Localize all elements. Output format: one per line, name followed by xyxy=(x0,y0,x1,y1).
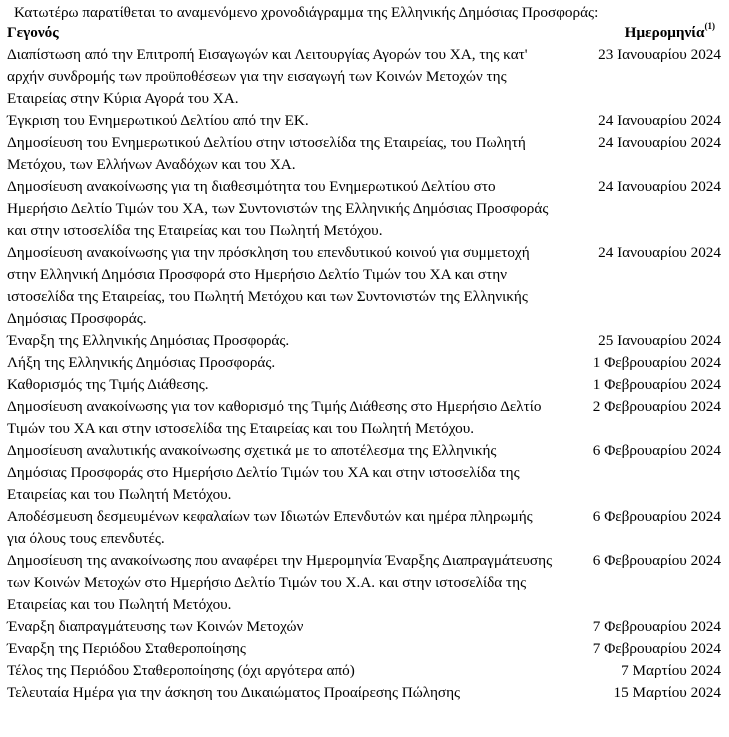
table-header xyxy=(7,22,721,44)
date-cell: 24 Ιανουαρίου 2024 xyxy=(598,112,721,129)
table-row xyxy=(7,440,721,506)
event-column-header: Γεγονός xyxy=(7,24,59,41)
table-row xyxy=(7,352,721,374)
date-cell: 6 Φεβρουαρίου 2024 xyxy=(592,552,721,569)
table-row xyxy=(7,616,721,638)
date-cell: 7 Μαρτίου 2024 xyxy=(621,662,721,679)
date-cell: 6 Φεβρουαρίου 2024 xyxy=(592,442,721,459)
event-cell: Έναρξη της Ελληνικής Δημόσιας Προσφοράς. xyxy=(7,332,290,349)
event-cell: Έναρξη διαπραγμάτευσης των Κοινών Μετοχών xyxy=(7,618,304,635)
event-cell: Δημοσίευση της ανακοίνωσης που αναφέρει την Ημερομηνία Έναρξης Διαπραγμάτευσης των Κοινών Μετοχών στο Ημερήσιο Δελτίο Τιμών του Χ.Α. και στην ιστοσελίδα της Εταιρείας και του Πωλητή Μετόχου. xyxy=(7,552,553,613)
date-cell: 23 Ιανουαρίου 2024 xyxy=(598,46,721,63)
table-row xyxy=(7,660,721,682)
date-cell: 2 Φεβρουαρίου 2024 xyxy=(592,398,721,415)
date-cell: 1 Φεβρουαρίου 2024 xyxy=(592,354,721,371)
date-cell: 7 Φεβρουαρίου 2024 xyxy=(592,640,721,657)
event-cell: Δημοσίευση ανακοίνωσης για τον καθορισμό της Τιμής Διάθεσης στο Ημερήσιο Δελτίο Τιμών του ΧΑ και στην ιστοσελίδα της Εταιρείας και του Πωλητή Μετόχου. xyxy=(7,398,542,437)
date-cell: 7 Φεβρουαρίου 2024 xyxy=(592,618,721,635)
table-row xyxy=(7,374,721,396)
date-cell: 24 Ιανουαρίου 2024 xyxy=(598,178,721,195)
date-header-footnote: (1) xyxy=(704,20,715,31)
event-cell: Δημοσίευση ανακοίνωσης για την πρόσκληση του επενδυτικού κοινού για συμμετοχή στην Ελληνική Δημόσια Προσφορά στο Ημερήσιο Δελτίο Τιμών του ΧΑ και στην ιστοσελίδα της Εταιρείας, του Πωλητή Μετόχου και των Συντονιστών της Ελληνικής Δημόσιας Προσφοράς. xyxy=(7,244,530,327)
intro-text: Κατωτέρω παρατίθεται το αναμενόμενο χρονοδιάγραμμα της Ελληνικής Δημόσιας Προσφοράς: xyxy=(14,4,599,21)
date-cell: 6 Φεβρουαρίου 2024 xyxy=(592,508,721,525)
event-cell: Δημοσίευση αναλυτικής ανακοίνωσης σχετικά με το αποτέλεσμα της Ελληνικής Δημόσιας Προσφοράς στο Ημερήσιο Δελτίο Τιμών του ΧΑ και στην ιστοσελίδα της Εταιρείας και του Πωλητή Μετόχου. xyxy=(7,442,520,503)
table-row xyxy=(7,176,721,242)
event-cell: Έγκριση του Ενημερωτικού Δελτίου από την ΕΚ. xyxy=(7,112,309,129)
date-header-label: Ημερομηνία xyxy=(624,24,705,41)
date-cell: 1 Φεβρουαρίου 2024 xyxy=(592,376,721,393)
event-cell: Λήξη της Ελληνικής Δημόσιας Προσφοράς. xyxy=(7,354,276,371)
table-row xyxy=(7,506,721,550)
timetable xyxy=(7,22,721,704)
table-row xyxy=(7,330,721,352)
table-row xyxy=(7,682,721,704)
event-cell: Τελευταία Ημέρα για την άσκηση του Δικαιώματος Προαίρεσης Πώλησης xyxy=(7,684,461,701)
event-cell: Έναρξη της Περιόδου Σταθεροποίησης xyxy=(7,640,246,657)
date-cell: 25 Ιανουαρίου 2024 xyxy=(598,332,721,349)
event-cell: Δημοσίευση του Ενημερωτικού Δελτίου στην ιστοσελίδα της Εταιρείας, του Πωλητή Μετόχου, των Ελλήνων Αναδόχων και του ΧΑ. xyxy=(7,134,526,173)
event-cell: Αποδέσμευση δεσμευμένων κεφαλαίων των Ιδιωτών Επενδυτών και ημέρα πληρωμής για όλους τους επενδυτές. xyxy=(7,508,533,547)
event-cell: Τέλος της Περιόδου Σταθεροποίησης (όχι αργότερα από) xyxy=(7,662,355,679)
table-row xyxy=(7,132,721,176)
date-cell: 24 Ιανουαρίου 2024 xyxy=(598,134,721,151)
table-row xyxy=(7,396,721,440)
date-cell: 15 Μαρτίου 2024 xyxy=(613,684,721,701)
table-row xyxy=(7,638,721,660)
timetable-body xyxy=(7,44,721,704)
event-cell: Καθορισμός της Τιμής Διάθεσης. xyxy=(7,376,209,393)
table-row xyxy=(7,44,721,110)
event-cell: Διαπίστωση από την Επιτροπή Εισαγωγών και Λειτουργίας Αγορών του ΧΑ, της κατ' αρχήν συνδρομής των προϋποθέσεων για την εισαγωγή των Κοινών Μετοχών της Εταιρείας στην Κύρια Αγορά του ΧΑ. xyxy=(7,46,528,107)
table-row xyxy=(7,242,721,330)
date-column-header xyxy=(561,22,721,44)
table-row xyxy=(7,110,721,132)
event-cell: Δημοσίευση ανακοίνωσης για τη διαθεσιμότητα του Ενημερωτικού Δελτίου στο Ημερήσιο Δελτίο Τιμών του ΧΑ, των Συντονιστών της Ελληνικής Δημόσιας Προσφοράς και στην ιστοσελίδα της Εταιρείας και του Πωλητή Μετόχου. xyxy=(7,178,549,239)
table-row xyxy=(7,550,721,616)
date-cell: 24 Ιανουαρίου 2024 xyxy=(598,244,721,261)
